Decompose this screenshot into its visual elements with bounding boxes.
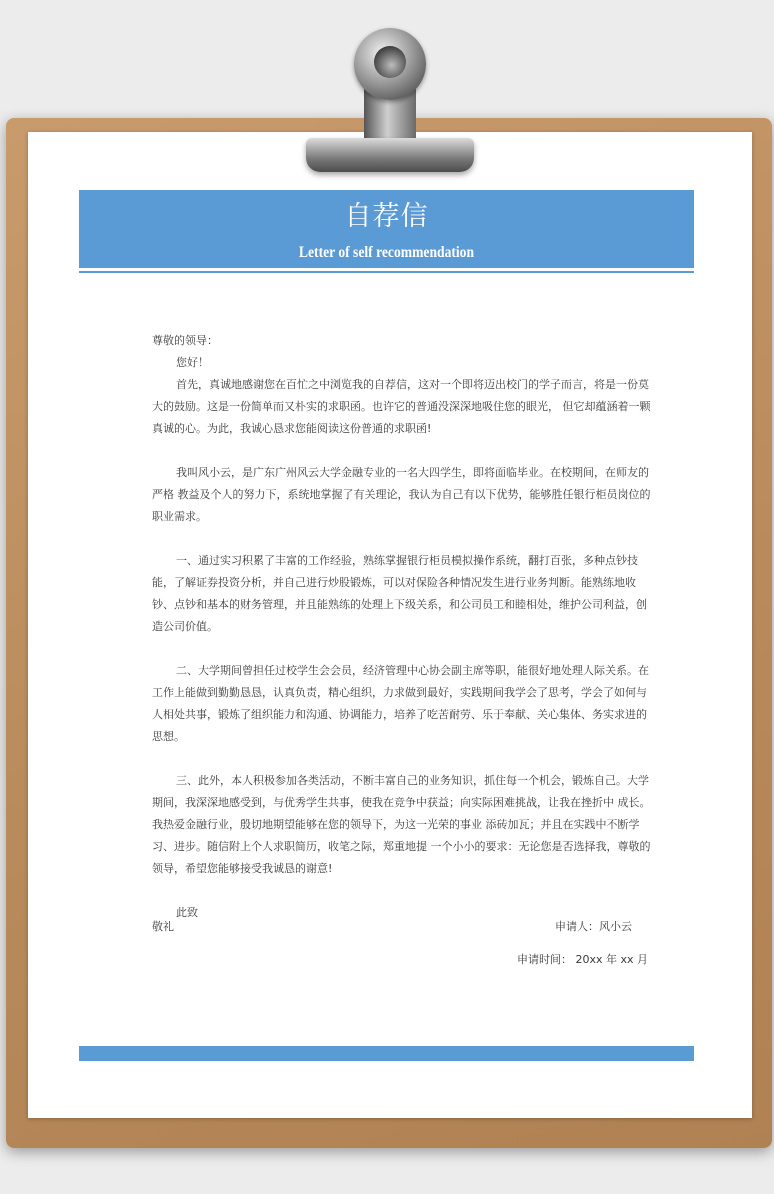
- signature-row: [152, 916, 632, 938]
- binder-clip-base: [306, 138, 474, 172]
- salutation: 尊敬的领导：: [152, 334, 218, 347]
- paragraph-activities: 三、此外，本人积极参加各类活动，不断丰富自己的业务知识，抓住每一个机会，锻炼自己。大学期间，我深深地感受到，与优秀学生共事，使我在竞争中获益；向实际困难挑战，让我在挫折中 成长。我热爱金融行业，殷切地期望能够在您的领导下，为这一光荣的事业 添砖加瓦；并且在实践中不断学习、进步。随信附上个人求职简历，收笔之际，郑重地提 一个小小的要求：无论您是否选择我，尊敬的领导，希望您能够接受我诚恳的谢意!: [152, 774, 651, 875]
- application-date: 申请时间： 20xx 年 xx 月: [516, 953, 648, 966]
- paragraph-experience: 一、通过实习积累了丰富的工作经验，熟练掌握银行柜员模拟操作系统，翻打百张，多种点钞技能，了解证券投资分析，并自己进行炒股锻炼，可以对保险各种情况发生进行业务判断。能熟练地收钞、点钞和基本的财务管理，并且能熟练的处理上下级关系，和公司员工和睦相处，维护公司利益，创造公司价值。: [152, 554, 647, 633]
- paragraph-intro: 首先，真诚地感谢您在百忙之中浏览我的自荐信，这对一个即将迈出校门的学子而言，将是一份莫大的鼓励。这是一份简单而又朴实的求职函。也许它的普通没深深地吸住您的眼光， 但它却蕴涵着一颗真诚的心。为此，我诚心恳求您能阅读这份普通的求职函!: [152, 378, 651, 435]
- header-divider: [79, 271, 694, 273]
- paragraph-student-union: 二、大学期间曾担任过校学生会会员，经济管理中心协会副主席等职，能很好地处理人际关系。在工作上能做到勤勤恳恳，认真负责，精心组织，力求做到最好，实践期间我学会了思考，学会了如何与人相处共事，锻炼了组织能力和沟通、协调能力，培养了吃苦耐劳、乐于奉献、关心集体、务实求进的思想。: [152, 664, 649, 743]
- closing: 此致: [176, 906, 198, 919]
- regards: 敬礼: [152, 920, 174, 933]
- binder-clip-hole: [374, 46, 406, 78]
- page-title: 自荐信: [344, 201, 429, 232]
- greeting: 您好！: [176, 356, 209, 369]
- paragraph-background: 我叫风小云，是广东广州风云大学金融专业的一名大四学生，即将面临毕业。在校期间，在师友的严格 教益及个人的努力下，系统地掌握了有关理论，我认为自己有以下优势，能够胜任银行柜员岗位的职业需求。: [152, 466, 651, 523]
- page-subtitle: Letter of self recommendation: [298, 244, 475, 261]
- applicant-name: 申请人：风小云: [555, 920, 632, 933]
- letter-body: [152, 330, 655, 924]
- footer-banner: [79, 1046, 694, 1061]
